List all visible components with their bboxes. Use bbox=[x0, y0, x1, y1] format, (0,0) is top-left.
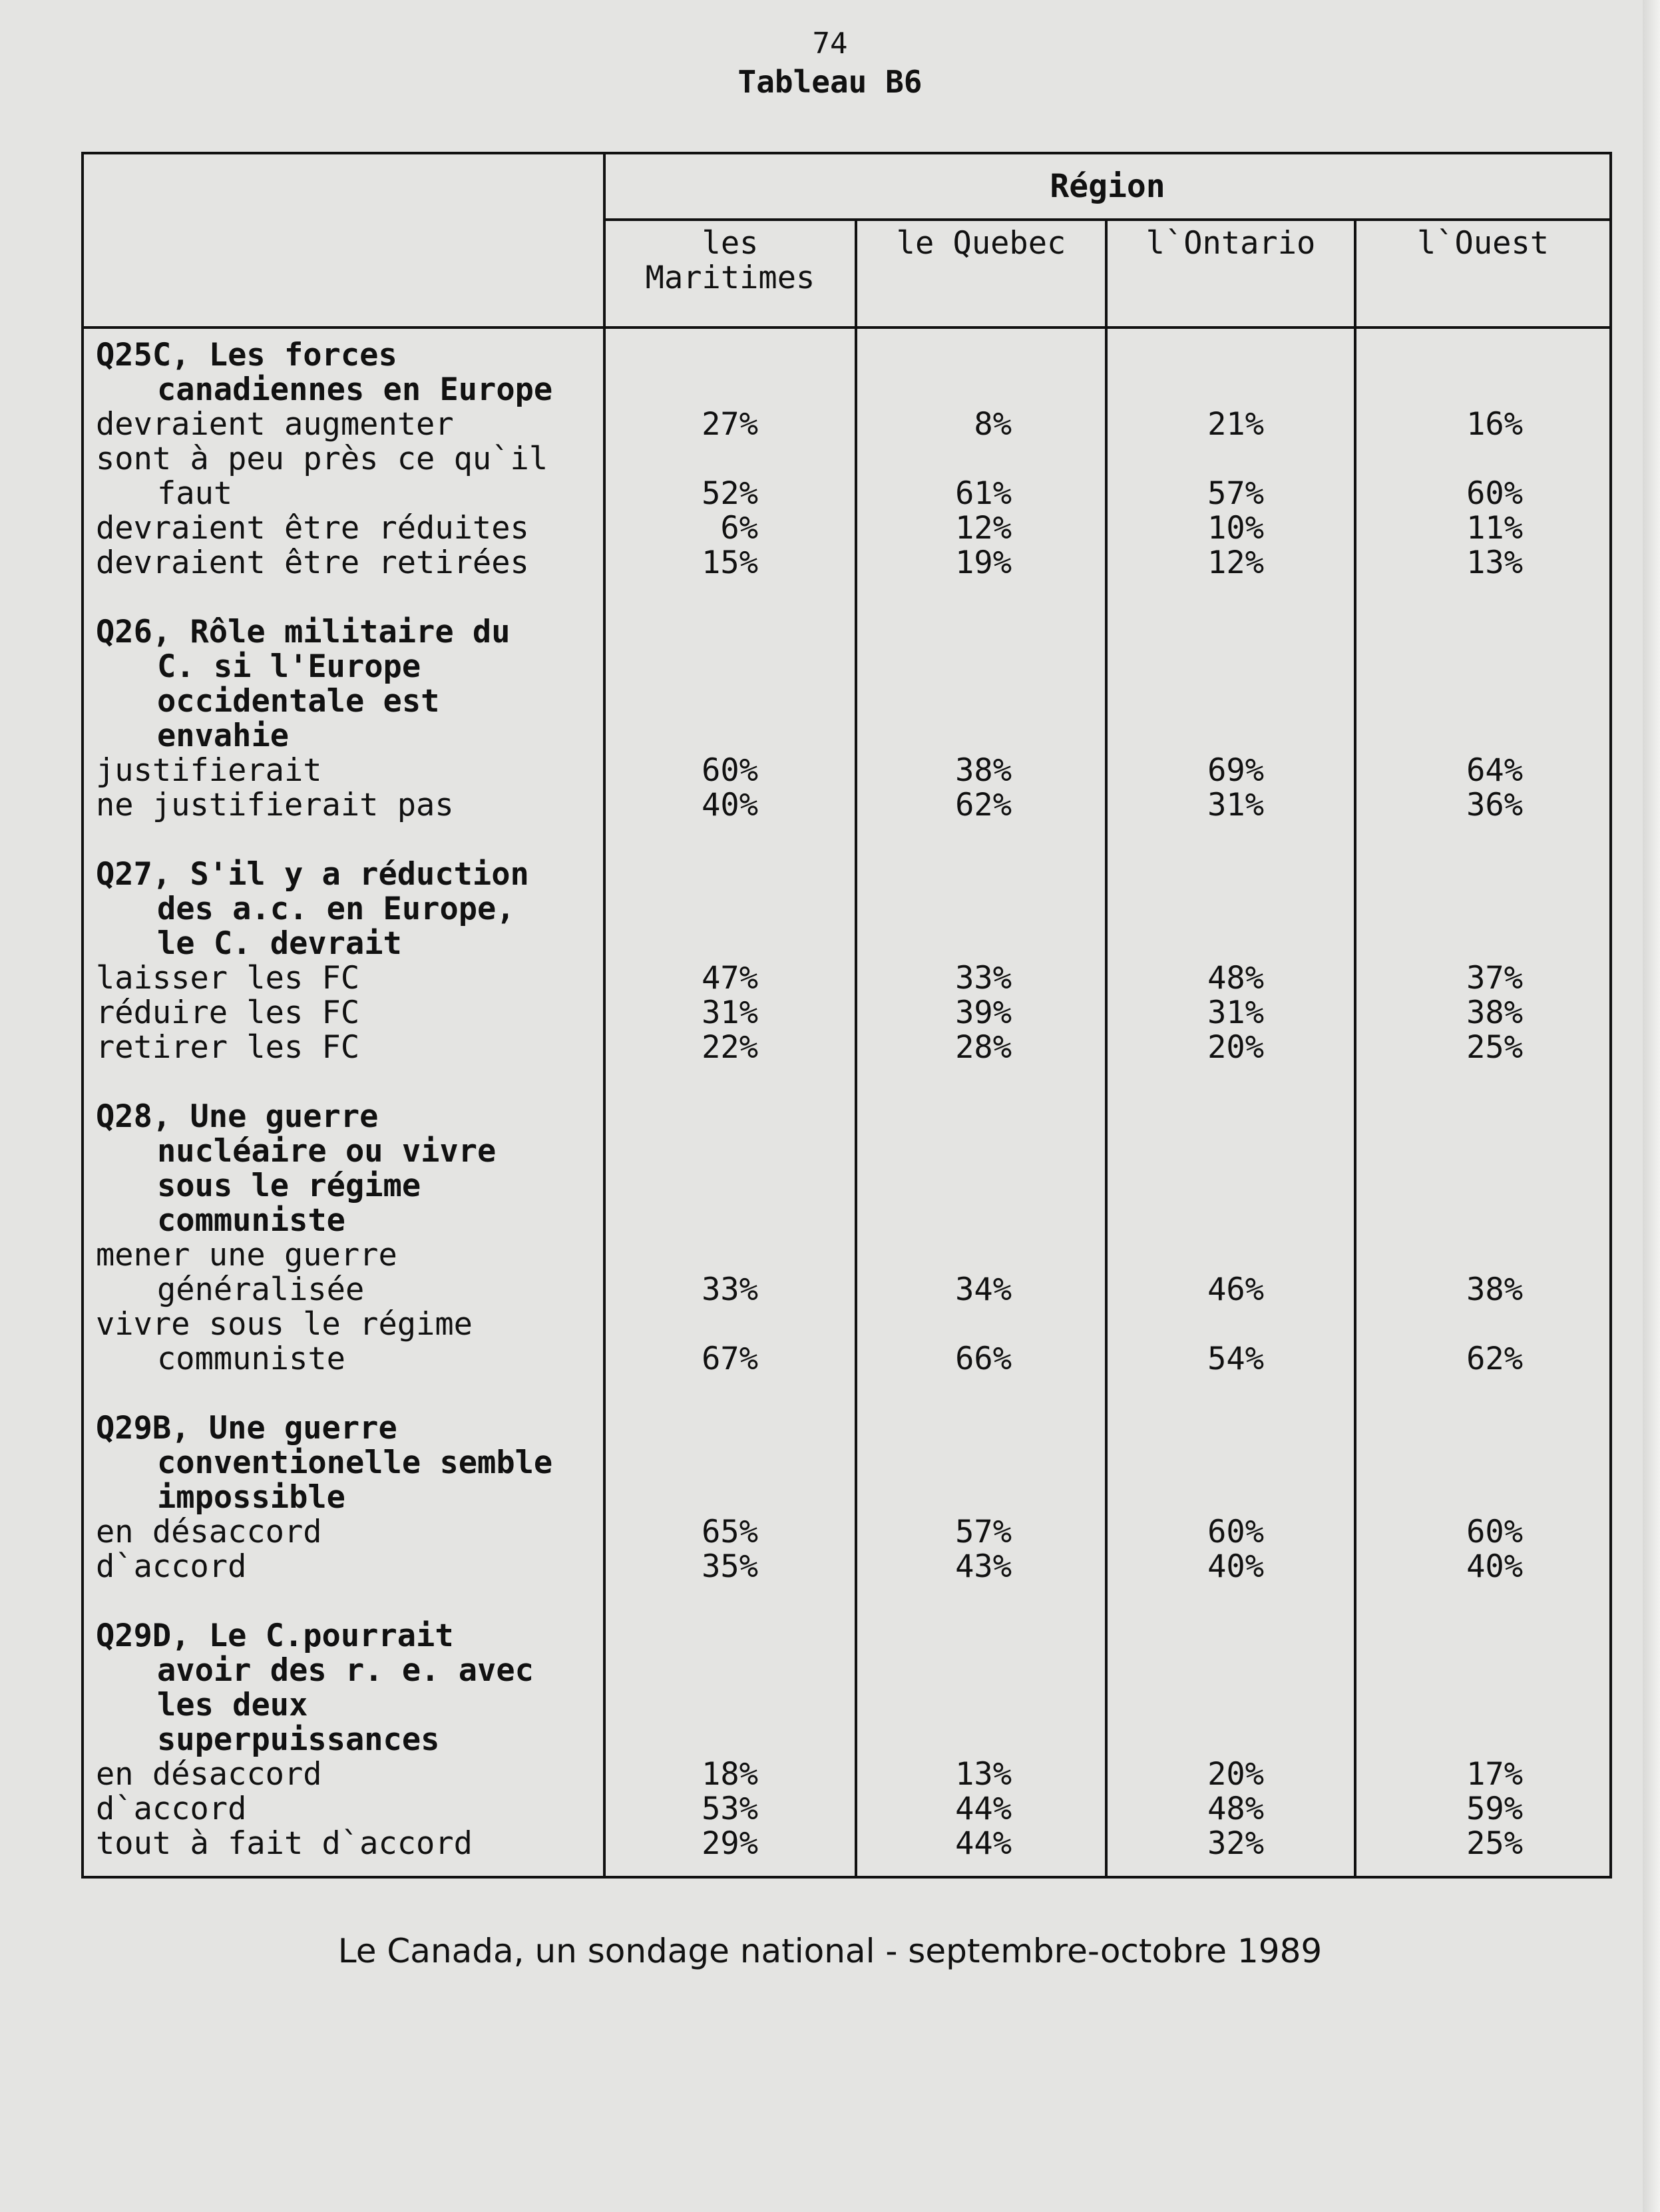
answer-label: en désaccord bbox=[96, 1514, 322, 1550]
percent-value: 20% bbox=[1207, 1029, 1264, 1066]
percent-value: 12% bbox=[955, 510, 1012, 547]
spacer-line bbox=[1108, 1065, 1354, 1100]
spacer-line bbox=[1108, 1204, 1354, 1238]
percent-value: 36% bbox=[1466, 787, 1524, 823]
percent-value: 6% bbox=[720, 510, 758, 547]
question-text: envahie bbox=[157, 718, 290, 754]
percent-value: 31% bbox=[702, 995, 758, 1031]
spacer-line bbox=[1108, 650, 1354, 684]
corner-cell bbox=[83, 153, 604, 328]
spacer-line bbox=[606, 1446, 855, 1480]
percent-value: 25% bbox=[1466, 1825, 1524, 1862]
percent-value: 60% bbox=[702, 752, 758, 789]
answer-label: tout à fait d`accord bbox=[96, 1825, 473, 1862]
spacer-line bbox=[1356, 338, 1609, 373]
column-header-maritimes bbox=[604, 220, 856, 328]
answer-label: sont à peu près ce qu`il bbox=[96, 441, 548, 477]
percent-value: 22% bbox=[702, 1029, 758, 1066]
percent-value: 67% bbox=[702, 1341, 758, 1377]
percent-value: 35% bbox=[702, 1548, 758, 1585]
spacer-line bbox=[606, 1100, 855, 1134]
spacer-line bbox=[1108, 1654, 1354, 1688]
spacer-line bbox=[1356, 823, 1609, 857]
spacer-line bbox=[1108, 857, 1354, 892]
spacer-line bbox=[1108, 892, 1354, 927]
spacer-line bbox=[857, 1723, 1105, 1757]
answer-label: vivre sous le régime bbox=[96, 1306, 473, 1343]
region-header-row bbox=[83, 153, 1611, 220]
spacer-line bbox=[96, 1065, 603, 1100]
spacer-line bbox=[1356, 1377, 1609, 1411]
values-column-ontario bbox=[1106, 328, 1355, 1877]
percent-value: 69% bbox=[1207, 752, 1264, 789]
spacer-line bbox=[1108, 927, 1354, 961]
spacer-line bbox=[857, 442, 1105, 477]
spacer-line bbox=[857, 373, 1105, 407]
spacer-line bbox=[606, 1307, 855, 1342]
spacer-line bbox=[96, 1584, 603, 1619]
spacer-line bbox=[857, 857, 1105, 892]
question-text: nucléaire ou vivre bbox=[157, 1133, 497, 1170]
spacer-line bbox=[1356, 1619, 1609, 1654]
percent-value: 44% bbox=[955, 1825, 1012, 1862]
percent-value: 33% bbox=[702, 1271, 758, 1308]
column-header-ontario bbox=[1106, 220, 1355, 328]
spacer-line bbox=[1356, 1688, 1609, 1723]
column-header-line: le Quebec bbox=[896, 225, 1066, 262]
percent-value: 33% bbox=[955, 960, 1012, 996]
spacer-line bbox=[1356, 857, 1609, 892]
spacer-line bbox=[857, 1654, 1105, 1688]
spacer-line bbox=[1356, 1723, 1609, 1757]
spacer-line bbox=[857, 580, 1105, 615]
spacer-line bbox=[1108, 1411, 1354, 1446]
percent-value: 27% bbox=[702, 406, 758, 443]
percent-value: 40% bbox=[1207, 1548, 1264, 1585]
answer-label: d`accord bbox=[96, 1791, 247, 1827]
spacer-line bbox=[1356, 615, 1609, 650]
question-text: Q28, Une guerre bbox=[96, 1098, 379, 1135]
percent-value: 40% bbox=[1466, 1548, 1524, 1585]
footer-caption: Le Canada, un sondage national - septembre-octobre 1989 bbox=[337, 1932, 1323, 1970]
question-text: les deux bbox=[157, 1687, 308, 1723]
column-header-line: Maritimes bbox=[645, 260, 815, 296]
spacer-line bbox=[606, 1584, 855, 1619]
percent-value: 60% bbox=[1207, 1514, 1264, 1550]
percent-value: 44% bbox=[955, 1791, 1012, 1827]
percent-value: 48% bbox=[1207, 1791, 1264, 1827]
spacer-line bbox=[1356, 1065, 1609, 1100]
table-body-row bbox=[83, 328, 1611, 1877]
spacer-line bbox=[1108, 719, 1354, 754]
percent-value: 54% bbox=[1207, 1341, 1264, 1377]
spacer-line bbox=[857, 1619, 1105, 1654]
question-text: conventionelle semble bbox=[157, 1444, 553, 1481]
percent-value: 57% bbox=[955, 1514, 1012, 1550]
percent-value: 57% bbox=[1207, 475, 1264, 512]
spacer-line bbox=[1108, 373, 1354, 407]
spacer-line bbox=[1108, 1480, 1354, 1515]
percent-value: 66% bbox=[955, 1341, 1012, 1377]
answer-label: devraient augmenter bbox=[96, 406, 454, 443]
spacer-line bbox=[857, 1688, 1105, 1723]
percent-value: 13% bbox=[1466, 545, 1524, 581]
spacer-line bbox=[1108, 1377, 1354, 1411]
page-number: 74 bbox=[812, 27, 848, 61]
percent-value: 60% bbox=[1466, 475, 1524, 512]
spacer-line bbox=[857, 823, 1105, 857]
spacer-line bbox=[1356, 1100, 1609, 1134]
spacer-line bbox=[1108, 1688, 1354, 1723]
spacer-line bbox=[1108, 1446, 1354, 1480]
spacer-line bbox=[606, 338, 855, 373]
question-text: impossible bbox=[157, 1479, 345, 1516]
percent-value: 19% bbox=[955, 545, 1012, 581]
answer-label: généralisée bbox=[157, 1271, 365, 1308]
spacer-line bbox=[857, 338, 1105, 373]
spacer-line bbox=[96, 1377, 603, 1411]
spacer-line bbox=[606, 1204, 855, 1238]
percent-value: 64% bbox=[1466, 752, 1524, 789]
spacer-line bbox=[606, 1134, 855, 1169]
question-text: Q29D, Le C.pourrait bbox=[96, 1618, 454, 1654]
percent-value: 48% bbox=[1207, 960, 1264, 996]
spacer-line bbox=[606, 1688, 855, 1723]
column-header-ouest bbox=[1355, 220, 1611, 328]
answer-label: justifierait bbox=[96, 752, 322, 789]
percent-value: 18% bbox=[702, 1756, 758, 1793]
spacer-line bbox=[606, 1377, 855, 1411]
percent-value: 40% bbox=[702, 787, 758, 823]
percent-value: 32% bbox=[1207, 1825, 1264, 1862]
percent-value: 38% bbox=[1466, 995, 1524, 1031]
spacer-line bbox=[606, 1619, 855, 1654]
percent-value: 16% bbox=[1466, 406, 1524, 443]
spacer-line bbox=[606, 1238, 855, 1273]
spacer-line bbox=[1356, 1446, 1609, 1480]
spacer-line bbox=[1108, 1723, 1354, 1757]
percent-value: 12% bbox=[1207, 545, 1264, 581]
question-text: des a.c. en Europe, bbox=[157, 891, 515, 927]
spacer-line bbox=[1356, 719, 1609, 754]
percent-value: 65% bbox=[702, 1514, 758, 1550]
percent-value: 43% bbox=[955, 1548, 1012, 1585]
spacer-line bbox=[1356, 1480, 1609, 1515]
spacer-line bbox=[1108, 823, 1354, 857]
spacer-line bbox=[606, 442, 855, 477]
question-text: sous le régime bbox=[157, 1168, 421, 1204]
page-edge-shadow bbox=[1643, 0, 1660, 2212]
percent-value: 20% bbox=[1207, 1756, 1264, 1793]
percent-value: 59% bbox=[1466, 1791, 1524, 1827]
spacer-line bbox=[857, 1065, 1105, 1100]
percent-value: 38% bbox=[955, 752, 1012, 789]
spacer-line bbox=[1356, 442, 1609, 477]
answer-label: ne justifierait pas bbox=[96, 787, 454, 823]
spacer-line bbox=[1108, 1100, 1354, 1134]
spacer-line bbox=[1108, 580, 1354, 615]
column-header-line: l`Ouest bbox=[1416, 225, 1550, 262]
column-header-quebec bbox=[856, 220, 1106, 328]
percent-value: 37% bbox=[1466, 960, 1524, 996]
survey-table bbox=[81, 152, 1612, 1879]
spacer-line bbox=[1356, 1169, 1609, 1204]
percent-value: 17% bbox=[1466, 1756, 1524, 1793]
column-header-line: l`Ontario bbox=[1145, 225, 1316, 262]
percent-value: 62% bbox=[1466, 1341, 1524, 1377]
spacer-line bbox=[857, 1100, 1105, 1134]
spacer-line bbox=[606, 1065, 855, 1100]
spacer-line bbox=[606, 927, 855, 961]
spacer-line bbox=[606, 373, 855, 407]
spacer-line bbox=[857, 1584, 1105, 1619]
spacer-line bbox=[857, 650, 1105, 684]
spacer-line bbox=[606, 892, 855, 927]
spacer-line bbox=[1356, 1411, 1609, 1446]
values-column-ouest bbox=[1355, 328, 1611, 1877]
spacer-line bbox=[606, 580, 855, 615]
spacer-line bbox=[857, 1377, 1105, 1411]
percent-value: 21% bbox=[1207, 406, 1264, 443]
spacer-line bbox=[1108, 1238, 1354, 1273]
spacer-line bbox=[606, 650, 855, 684]
percent-value: 29% bbox=[702, 1825, 758, 1862]
answer-label: d`accord bbox=[96, 1548, 247, 1585]
spacer-line bbox=[857, 1134, 1105, 1169]
spacer-line bbox=[606, 719, 855, 754]
spacer-line bbox=[96, 580, 603, 615]
spacer-line bbox=[1108, 442, 1354, 477]
spacer-line bbox=[1356, 580, 1609, 615]
question-labels-column bbox=[83, 328, 604, 1877]
spacer-line bbox=[1356, 373, 1609, 407]
question-text: superpuissances bbox=[157, 1721, 440, 1758]
answer-label: faut bbox=[157, 475, 233, 512]
values-column-quebec bbox=[856, 328, 1106, 1877]
spacer-line bbox=[1108, 1134, 1354, 1169]
answer-label: communiste bbox=[157, 1341, 345, 1377]
question-text: Q27, S'il y a réduction bbox=[96, 856, 529, 893]
question-text: Q26, Rôle militaire du bbox=[96, 614, 511, 650]
spacer-line bbox=[1356, 1204, 1609, 1238]
percent-value: 25% bbox=[1466, 1029, 1524, 1066]
question-text: occidentale est bbox=[157, 683, 440, 720]
spacer-line bbox=[1108, 1307, 1354, 1342]
region-header: Région bbox=[604, 153, 1611, 220]
spacer-line bbox=[1108, 338, 1354, 373]
percent-value: 34% bbox=[955, 1271, 1012, 1308]
spacer-line bbox=[606, 684, 855, 719]
spacer-line bbox=[1356, 1307, 1609, 1342]
spacer-line bbox=[606, 1723, 855, 1757]
spacer-line bbox=[606, 857, 855, 892]
spacer-line bbox=[606, 1480, 855, 1515]
question-text: Q29B, Une guerre bbox=[96, 1410, 397, 1446]
spacer-line bbox=[1356, 1654, 1609, 1688]
spacer-line bbox=[606, 823, 855, 857]
spacer-line bbox=[1108, 1584, 1354, 1619]
answer-label: retirer les FC bbox=[96, 1029, 360, 1066]
answer-label: laisser les FC bbox=[96, 960, 360, 996]
spacer-line bbox=[857, 927, 1105, 961]
values-column-maritimes bbox=[604, 328, 856, 1877]
spacer-line bbox=[606, 1654, 855, 1688]
spacer-line bbox=[857, 1411, 1105, 1446]
percent-value: 31% bbox=[1207, 995, 1264, 1031]
spacer-line bbox=[857, 1204, 1105, 1238]
percent-value: 62% bbox=[955, 787, 1012, 823]
spacer-line bbox=[96, 823, 603, 857]
question-text: avoir des r. e. avec bbox=[157, 1652, 534, 1689]
spacer-line bbox=[1356, 1134, 1609, 1169]
spacer-line bbox=[857, 615, 1105, 650]
spacer-line bbox=[1356, 650, 1609, 684]
spacer-line bbox=[857, 1480, 1105, 1515]
percent-value: 46% bbox=[1207, 1271, 1264, 1308]
question-text: le C. devrait bbox=[157, 925, 402, 962]
percent-value: 53% bbox=[702, 1791, 758, 1827]
spacer-line bbox=[1356, 927, 1609, 961]
percent-value: 61% bbox=[955, 475, 1012, 512]
question-text: C. si l'Europe bbox=[157, 648, 421, 685]
percent-value: 38% bbox=[1466, 1271, 1524, 1308]
spacer-line bbox=[1108, 615, 1354, 650]
spacer-line bbox=[857, 1446, 1105, 1480]
spacer-line bbox=[1356, 1238, 1609, 1273]
percent-value: 47% bbox=[702, 960, 758, 996]
column-header-line: les bbox=[702, 225, 759, 262]
spacer-line bbox=[857, 1238, 1105, 1273]
spacer-line bbox=[606, 615, 855, 650]
spacer-line bbox=[1356, 684, 1609, 719]
answer-label: en désaccord bbox=[96, 1756, 322, 1793]
spacer-line bbox=[1108, 1619, 1354, 1654]
percent-value: 28% bbox=[955, 1029, 1012, 1066]
spacer-line bbox=[857, 719, 1105, 754]
question-text: Q25C, Les forces bbox=[96, 337, 397, 373]
spacer-line bbox=[1108, 1169, 1354, 1204]
percent-value: 8% bbox=[974, 406, 1012, 443]
answer-label: devraient être réduites bbox=[96, 510, 529, 547]
percent-value: 11% bbox=[1466, 510, 1524, 547]
percent-value: 10% bbox=[1207, 510, 1264, 547]
percent-value: 31% bbox=[1207, 787, 1264, 823]
spacer-line bbox=[857, 1307, 1105, 1342]
spacer-line bbox=[1356, 892, 1609, 927]
answer-label: mener une guerre bbox=[96, 1237, 397, 1273]
spacer-line bbox=[606, 1169, 855, 1204]
question-text: canadiennes en Europe bbox=[157, 371, 553, 408]
percent-value: 60% bbox=[1466, 1514, 1524, 1550]
question-text: communiste bbox=[157, 1202, 345, 1239]
answer-label: réduire les FC bbox=[96, 995, 360, 1031]
percent-value: 13% bbox=[955, 1756, 1012, 1793]
spacer-line bbox=[857, 892, 1105, 927]
answer-label: devraient être retirées bbox=[96, 545, 529, 581]
percent-value: 52% bbox=[702, 475, 758, 512]
spacer-line bbox=[857, 1169, 1105, 1204]
document-title: Tableau B6 bbox=[737, 64, 923, 100]
percent-value: 15% bbox=[702, 545, 758, 581]
spacer-line bbox=[606, 1411, 855, 1446]
percent-value: 39% bbox=[955, 995, 1012, 1031]
spacer-line bbox=[1356, 1584, 1609, 1619]
spacer-line bbox=[857, 684, 1105, 719]
spacer-line bbox=[1108, 684, 1354, 719]
